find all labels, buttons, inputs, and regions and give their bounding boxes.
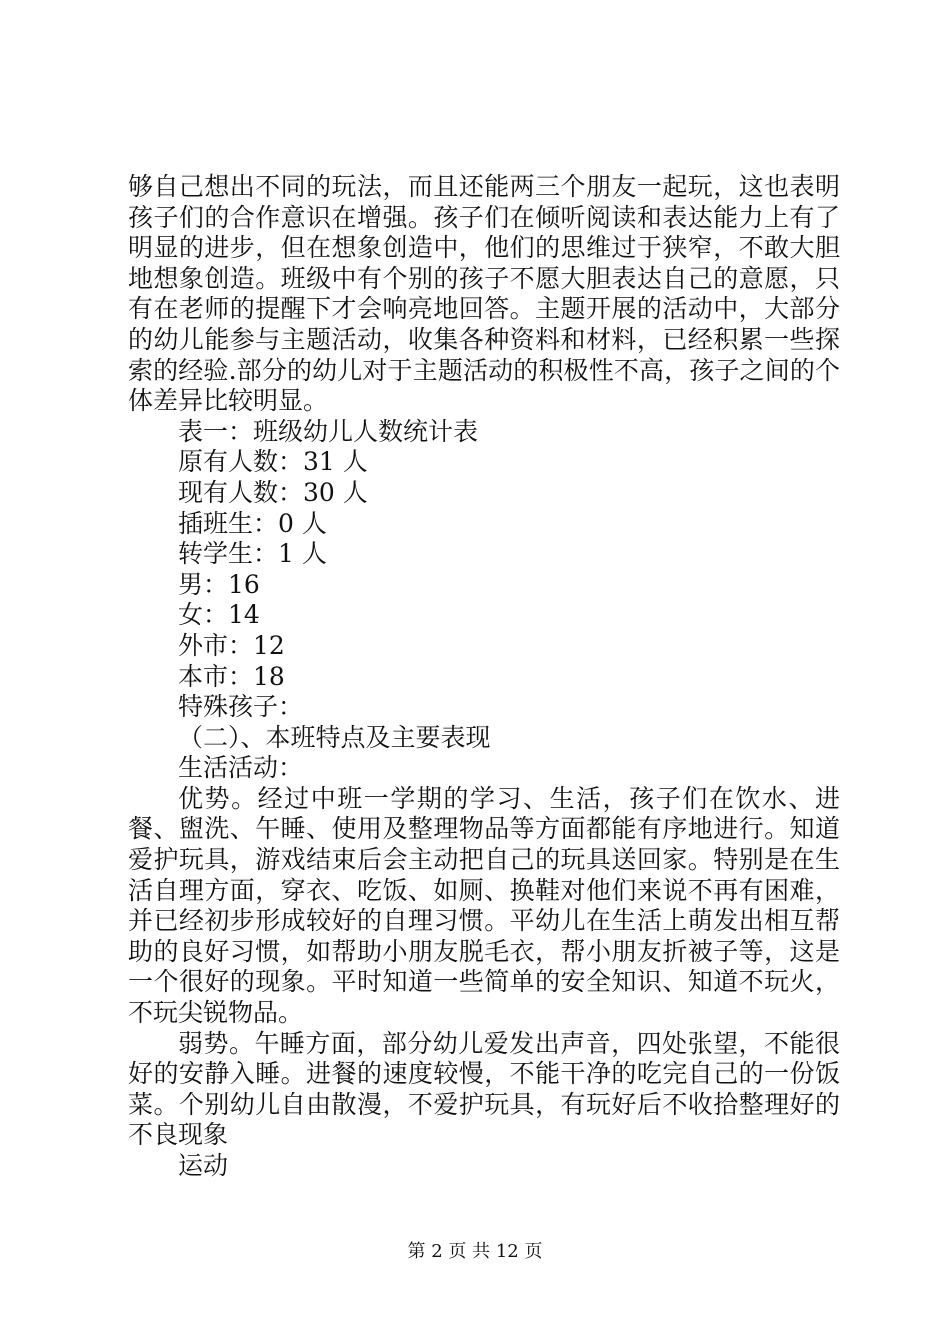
section-heading: （二）、本班特点及主要表现 [178, 722, 491, 752]
stat-line: 外市：12 [178, 630, 285, 660]
stat-line: 特殊孩子： [178, 692, 304, 722]
stat-line: 转学生：1 人 [178, 539, 327, 569]
life-activity-heading: 生活活动： [178, 753, 304, 783]
sport-heading: 运动 [178, 1151, 229, 1180]
paragraph-weakness: 弱势。午睡方面，部分幼儿爱发出声音，四处张望，不能很好的安静入睡。进餐的速度较慢，不能干净的吃完自己的一份饭菜。个别幼儿自由散漫，不爱护玩具，有玩好后不收拾整理好的不良现象 [128, 1028, 840, 1150]
stat-line: 女：14 [178, 600, 260, 630]
stat-line: 男：16 [178, 569, 260, 599]
table-title: 表一：班级幼儿人数统计表 [178, 416, 479, 446]
stat-line: 原有人数：31 人 [178, 447, 368, 477]
paragraph-intro: 够自己想出不同的玩法，而且还能两三个朋友一起玩，这也表明孩子们的合作意识在增强。孩子们在倾听阅读和表达能力上有了明显的进步，但在想象创造中，他们的思维过于狭窄，不敢大胆地想象创造。班级中有个别的孩子不愿大胆表达自己的意愿，只有在老师的提醒下才会响亮地回答。主题开展的活动中，大部分的幼儿能参与主题活动，收集各种资料和材料，已经积累一些探索的经验.部分的幼儿对于主题活动的积极性不高，孩子之间的个体差异比较明显。 [128, 172, 840, 416]
page-footer: 第 2 页 共 12 页 [407, 1241, 543, 1262]
stat-line: 现有人数：30 人 [178, 477, 368, 507]
paragraph-advantage: 优势。经过中班一学期的学习、生活，孩子们在饮水、进餐、盥洗、午睡、使用及整理物品等方面都能有序地进行。知道爱护玩具，游戏结束后会主动把自己的玩具送回家。特别是在生活自理方面，穿衣、吃饭、如厕、换鞋对他们来说不再有困难，并已经初步形成较好的自理习惯。平幼儿在生活上萌发出相互帮助的良好习惯，如帮助小朋友脱毛衣，帮小朋友折被子等，这是一个很好的现象。平时知道一些简单的安全知识、知道不玩火，不玩尖锐物品。 [128, 783, 840, 1028]
stat-line: 本市：18 [178, 661, 285, 691]
document-body [128, 172, 840, 1182]
stat-line: 插班生：0 人 [178, 508, 327, 538]
